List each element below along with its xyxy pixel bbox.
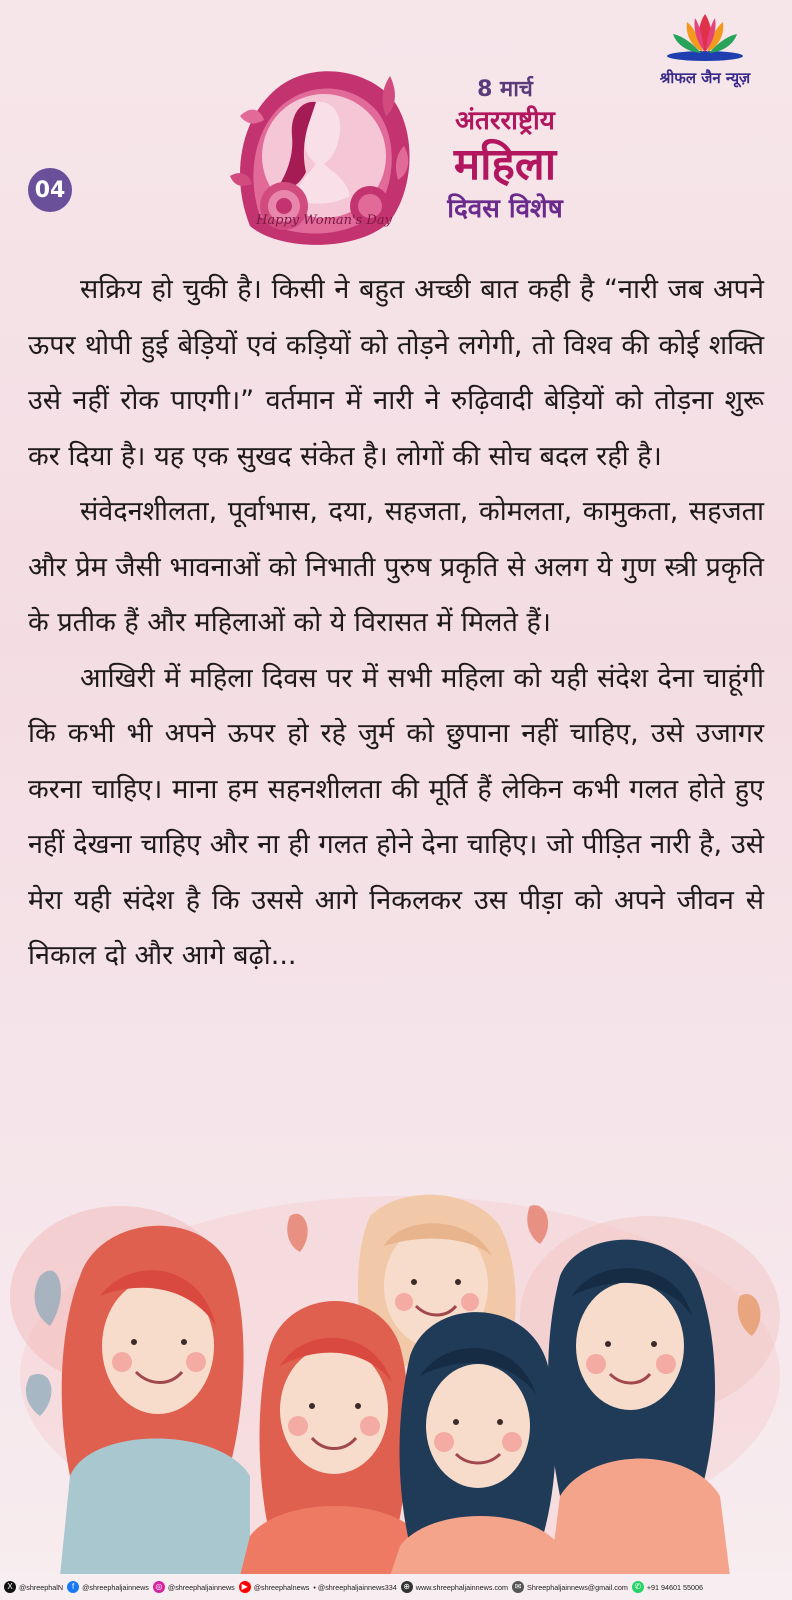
footer-youtube-handle: @shreephalnews — [253, 1582, 310, 1592]
title-line-women: महिला — [453, 139, 557, 190]
whatsapp-icon: ✆ — [632, 1581, 644, 1593]
footer-whatsapp-number: +91 94601 55006 — [646, 1582, 704, 1592]
brand-logo — [640, 8, 770, 94]
email-icon: ✉ — [512, 1581, 524, 1593]
title-block — [420, 76, 590, 226]
article-paragraph: आखिरी में महिला दिवस पर में सभी महिला को यही संदेश देना चाहूंगी कि कभी भी अपने ऊपर हो रहे जुर्म को छुपाना नहीं चाहिए, उसे उजागर करना चाहिए। माना हम सहनशीलता की मूर्ति हैं लेकिन कभी गलत होते हुए नहीं देखना चाहिए और ना ही गलत होने देना चाहिए। जो पीड़ित नारी है, उसे मेरा यही संदेश है कि उससे आगे निकलकर उस पीड़ा को अपने जीवन से निकाल दो और आगे बढ़ो... — [28, 662, 764, 971]
article-paragraph: संवेदनशीलता, पूर्वाभास, दया, सहजता, कोमलता, कामुकता, सहजता और प्रेम जैसी भावनाओं को निभाती पुरुष प्रकृति से अलग ये गुण स्त्री प्रकृति के प्रतीक हैं और महिलाओं को ये विरासत में मिलते हैं। — [28, 496, 764, 638]
footer-website-url: www.shreephaljainnews.com — [415, 1582, 509, 1592]
footer-extra-handle: • @shreephaljainnews334 — [313, 1582, 397, 1592]
footer-instagram-handle: @shreephaljainnews — [167, 1582, 235, 1592]
footer-whatsapp[interactable] — [632, 1581, 703, 1593]
article-body — [28, 262, 764, 984]
title-line-day-special: दिवस विशेष — [447, 194, 563, 224]
title-line-international: अंतरराष्ट्रीय — [455, 106, 555, 136]
facebook-icon: f — [67, 1581, 79, 1593]
emblem-text: Happy Woman's Day — [256, 213, 392, 228]
social-footer — [0, 1574, 792, 1600]
footer-instagram[interactable] — [153, 1581, 235, 1593]
women-group-illustration — [0, 1176, 792, 1576]
footer-facebook[interactable] — [67, 1581, 149, 1593]
lotus-icon — [665, 8, 745, 62]
footer-extra[interactable] — [313, 1583, 396, 1592]
footer-x[interactable] — [4, 1581, 63, 1593]
globe-icon: ⊕ — [401, 1581, 413, 1593]
footer-x-handle: @shreephalN — [19, 1582, 64, 1592]
footer-facebook-handle: @shreephaljainnews — [82, 1582, 149, 1592]
article-paragraph: सक्रिय हो चुकी है। किसी ने बहुत अच्छी बात कही है “नारी जब अपने ऊपर थोपी हुई बेड़ियों एवं कड़ियों को तोड़ने लगेगी, तो विश्व की कोई शक्ति उसे नहीं रोक पाएगी।” वर्तमान में नारी ने रुढ़िवादी बेड़ियों को तोड़ना शुरू कर दिया है। यह एक सुखद संकेत है। लोगों की सोच बदल रही है। — [28, 274, 764, 472]
youtube-icon: ▶ — [239, 1581, 251, 1593]
x-icon: X — [4, 1581, 16, 1593]
title-date: 8 मार्च — [477, 77, 533, 102]
footer-youtube[interactable] — [239, 1581, 310, 1593]
brand-name: श्रीफल जैन न्यूज़ — [659, 69, 751, 87]
womens-day-emblem — [220, 56, 420, 252]
footer-email[interactable] — [512, 1581, 628, 1593]
footer-website[interactable] — [401, 1581, 508, 1593]
footer-email-address: Shreephaljainnews@gmail.com — [527, 1582, 628, 1592]
instagram-icon: ◎ — [153, 1581, 165, 1593]
page-number-badge: 04 — [28, 168, 72, 212]
